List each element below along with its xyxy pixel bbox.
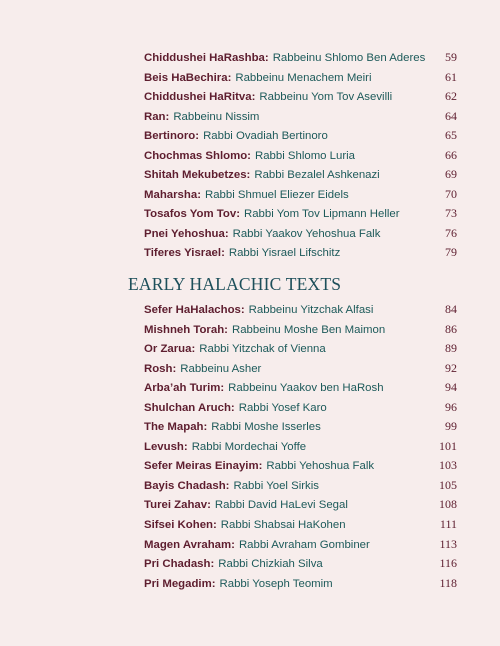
- toc-entry: [144, 456, 457, 476]
- entry-author: Rabbeinu Menachem Meiri: [235, 71, 372, 84]
- section-heading: EARLY HALACHIC TEXTS: [128, 274, 342, 294]
- entry-title: Pri Megadim: [144, 577, 212, 590]
- entry-page-number: 116: [439, 556, 457, 571]
- entry-title: Maharsha: [144, 188, 198, 201]
- entry-separator: :: [221, 247, 225, 260]
- entry-author: Rabbi Yoseph Teomim: [219, 577, 333, 590]
- toc-entry: [144, 398, 457, 418]
- entry-author: Rabbi Shmuel Eliezer Eidels: [204, 188, 349, 201]
- entry-separator: :: [247, 149, 251, 162]
- entry-page-number: 61: [445, 69, 457, 84]
- toc-entry: [144, 165, 457, 185]
- entry-page-number: 69: [445, 167, 457, 182]
- entry-author: Rabbi Shlomo Luria: [254, 149, 356, 162]
- toc-entry: [144, 417, 457, 437]
- entry-title: Sefer Meiras Einayim: [144, 460, 259, 473]
- entry-title: Or Zarua: [144, 343, 192, 356]
- entry-title: Shulchan Aruch: [144, 401, 231, 414]
- entry-title: Chiddushei HaRashba: [144, 52, 265, 64]
- entry-author: Rabbi Bezalel Ashkenazi: [254, 169, 380, 182]
- entry-page-number: 103: [439, 458, 457, 473]
- entry-separator: :: [165, 110, 170, 123]
- toc-entry: [144, 574, 457, 594]
- entry-page-number: 62: [445, 89, 457, 104]
- entry-separator: :: [230, 401, 235, 414]
- entry-title: Pnei Yehoshua: [144, 227, 225, 240]
- entry-author: Rabbi Mordechai Yoffe: [191, 440, 307, 453]
- toc-entry: [144, 339, 457, 359]
- entry-separator: :: [183, 440, 188, 453]
- toc-entry: [144, 204, 457, 224]
- entry-page-number: 118: [439, 575, 457, 590]
- toc-entry: [144, 320, 457, 340]
- entry-author: Rabbeinu Moshe Ben Maimon: [231, 323, 386, 336]
- entry-page-number: 108: [439, 497, 457, 512]
- toc-entry: [144, 185, 457, 205]
- entry-separator: :: [224, 323, 228, 336]
- entry-separator: :: [227, 71, 232, 84]
- toc-entry: [144, 107, 457, 127]
- toc-entry: [144, 476, 457, 496]
- entry-page-number: 92: [445, 360, 457, 375]
- entry-page-number: 59: [445, 50, 457, 64]
- entry-separator: :: [251, 91, 256, 104]
- entry-title: Turei Zahav: [144, 499, 208, 512]
- entry-title: Mishneh Torah: [144, 323, 225, 336]
- entry-page-number: 94: [445, 380, 457, 395]
- entry-separator: :: [207, 499, 211, 512]
- toc-entry: [144, 146, 457, 166]
- toc-entry: [144, 359, 457, 379]
- entry-author: Rabbi Shabsai HaKohen: [220, 519, 346, 532]
- entry-separator: :: [240, 304, 245, 316]
- entry-title: Sifsei Kohen: [144, 519, 213, 532]
- entry-page-number: 101: [439, 438, 457, 453]
- entry-separator: :: [231, 538, 235, 551]
- toc-entry: [144, 48, 457, 68]
- entry-separator: :: [211, 577, 216, 590]
- toc-entry: [144, 87, 457, 107]
- entry-title: Shitah Mekubetzes: [144, 169, 247, 182]
- entry-title: Rosh: [144, 362, 173, 375]
- entry-author: Rabbeinu Shlomo Ben Aderes: [272, 52, 426, 64]
- entry-author: Rabbi Yoel Sirkis: [233, 479, 319, 492]
- toc-list-commentaries: [144, 48, 457, 263]
- entry-page-number: 70: [445, 186, 457, 201]
- entry-author: Rabbeinu Asher: [180, 362, 262, 375]
- entry-title: Levush: [144, 440, 184, 453]
- entry-separator: :: [258, 460, 263, 473]
- entry-author: Rabbi Ovadiah Bertinoro: [203, 130, 328, 143]
- entry-author: Rabbeinu Nissim: [173, 110, 260, 123]
- toc-entry: [144, 378, 457, 398]
- toc-entry: [144, 300, 457, 320]
- entry-author: Rabbeinu Yaakov ben HaRosh: [228, 382, 384, 395]
- entry-author: Rabbi Yom Tov Lipmann Heller: [244, 208, 400, 221]
- entry-separator: :: [203, 421, 208, 434]
- entry-page-number: 89: [445, 341, 457, 356]
- entry-title: Ran: [144, 110, 166, 123]
- entry-page-number: 86: [445, 321, 457, 336]
- entry-author: Rabbi Yehoshua Falk: [266, 460, 375, 473]
- entry-separator: :: [197, 188, 201, 201]
- entry-title: Magen Avraham: [144, 538, 232, 551]
- entry-separator: :: [172, 362, 177, 375]
- entry-separator: :: [246, 169, 251, 182]
- entry-separator: :: [224, 227, 229, 240]
- entry-separator: :: [220, 382, 225, 395]
- toc-entry: [144, 68, 457, 88]
- entry-page-number: 64: [445, 108, 457, 123]
- entry-separator: :: [236, 208, 240, 221]
- entry-author: Rabbeinu Yitzchak Alfasi: [248, 304, 374, 316]
- toc-entry: [144, 495, 457, 515]
- entry-page-number: 99: [445, 419, 457, 434]
- toc-entry: [144, 437, 457, 457]
- entry-page-number: 65: [445, 128, 457, 143]
- toc-entry: [144, 554, 457, 574]
- entry-author: Rabbeinu Yom Tov Asevilli: [259, 91, 393, 104]
- entry-separator: :: [213, 519, 217, 532]
- entry-page-number: 76: [445, 225, 457, 240]
- toc-entry: [144, 224, 457, 244]
- toc-entry: [144, 126, 457, 146]
- entry-separator: :: [225, 479, 230, 492]
- entry-title: Sefer HaHalachos: [144, 304, 241, 316]
- entry-page-number: 96: [445, 399, 457, 414]
- toc-entry: [144, 535, 457, 555]
- entry-author: Rabbi David HaLevi Segal: [214, 499, 348, 512]
- toc-entry: [144, 515, 457, 535]
- entry-title: Beis HaBechira: [144, 71, 228, 84]
- entry-title: Arba’ah Turim: [144, 382, 221, 395]
- entry-separator: :: [210, 558, 215, 571]
- entry-separator: :: [191, 343, 196, 356]
- entry-separator: :: [264, 52, 269, 64]
- entry-page-number: 111: [439, 517, 457, 532]
- entry-title: Chochmas Shlomo: [144, 149, 248, 162]
- entry-title: The Mapah: [144, 421, 204, 434]
- entry-title: Bayis Chadash: [144, 479, 226, 492]
- toc-entry: [144, 243, 457, 263]
- entry-title: Tiferes Yisrael: [144, 247, 222, 260]
- entry-author: Rabbi Yosef Karo: [238, 401, 327, 414]
- entry-author: Rabbi Moshe Isserles: [211, 421, 321, 434]
- entry-page-number: 66: [445, 147, 457, 162]
- entry-page-number: 79: [445, 245, 457, 260]
- entry-page-number: 113: [439, 536, 457, 551]
- entry-title: Tosafos Yom Tov: [144, 208, 237, 221]
- entry-separator: :: [195, 130, 200, 143]
- entry-page-number: 84: [445, 302, 457, 316]
- entry-author: Rabbi Yisrael Lifschitz: [228, 247, 341, 260]
- entry-page-number: 105: [439, 477, 457, 492]
- entry-author: Rabbi Yitzchak of Vienna: [199, 343, 326, 356]
- entry-author: Rabbi Yaakov Yehoshua Falk: [232, 227, 381, 240]
- entry-author: Rabbi Avraham Gombiner: [238, 538, 370, 551]
- toc-list-early-halachic-texts: [144, 300, 457, 593]
- entry-page-number: 73: [445, 206, 457, 221]
- entry-author: Rabbi Chizkiah Silva: [218, 558, 323, 571]
- entry-title: Chiddushei HaRitva: [144, 91, 252, 104]
- entry-title: Pri Chadash: [144, 558, 211, 571]
- entry-title: Bertinoro: [144, 130, 196, 143]
